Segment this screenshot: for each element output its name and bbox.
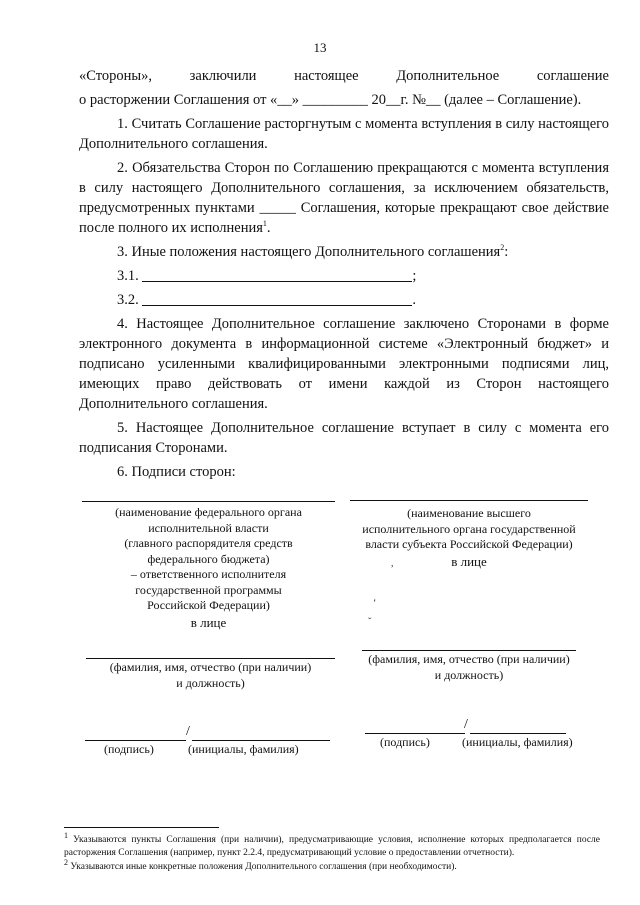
intro-line-1: «Стороны», заключили настоящее Дополнительное соглашение — [79, 68, 609, 84]
footnote-1-text: Указываются пункты Соглашения (при наличии), предусматривающие условия, исполнение которых предполагается после расторжения Соглашения (например, пункт 2.2.4, предусматривающий условие о предоставлении отчетности). — [64, 835, 601, 858]
left-party-caption: (наименование федерального органа исполнительной власти (главного распорядителя средств федерального бюджета) – ответственного исполнителя государственной программы Российской Федерации) — [115, 505, 302, 612]
paragraph-5: 5. Настоящее Дополнительное соглашение вступает в силу с момента его подписания Сторонами. — [79, 420, 609, 456]
left-fio-line — [86, 658, 335, 659]
right-initials-line — [470, 733, 566, 734]
paragraph-2-end: . — [266, 220, 271, 236]
item-3-1 — [79, 266, 609, 286]
paragraph-2 — [79, 158, 609, 238]
footnote-ref-2: 2 — [500, 243, 505, 253]
footnote-2-mark: 2 — [64, 857, 68, 867]
stray-mark: ʻ — [373, 598, 377, 609]
right-slash: / — [464, 717, 468, 732]
item-3-2-end: . — [412, 292, 416, 308]
paragraph-3 — [79, 242, 609, 262]
left-slash: / — [186, 724, 190, 739]
paragraph-2-text: 2. Обязательства Сторон по Соглашению прекращаются с момента вступления в силу настоящего Дополнительного соглашения, за исключением обязательств, предусмотренных пунктами _____ Соглашения, которые прекращают свое действие после полного их исполнения — [79, 160, 609, 236]
left-party-in-person: в лице — [190, 614, 227, 630]
agreement-body — [79, 66, 609, 486]
footnote-ref-1: 1 — [262, 219, 267, 229]
right-fio-caption: (фамилия, имя, отчество (при наличии) и должность) — [368, 652, 570, 682]
right-initials-caption: (инициалы, фамилия) — [462, 735, 573, 749]
item-3-2 — [79, 290, 609, 310]
footnotes — [64, 830, 601, 876]
paragraph-1: 1. Считать Соглашение расторгнутым с момента вступления в силу настоящего Дополнительного соглашения. — [79, 116, 609, 152]
page-number: 13 — [313, 40, 327, 55]
footnote-2 — [64, 857, 600, 874]
item-3-1-blank — [142, 267, 412, 282]
footnote-separator — [64, 827, 219, 828]
left-signature-caption: (подпись) — [104, 742, 154, 756]
stray-mark: , — [391, 558, 394, 569]
footnote-1-mark: 1 — [64, 830, 68, 840]
item-3-2-label: 3.2. — [117, 292, 139, 308]
item-3-2-blank — [142, 291, 412, 306]
right-signature-line — [365, 733, 465, 734]
paragraph-6: 6. Подписи сторон: — [117, 464, 236, 480]
item-3-1-end: ; — [412, 268, 417, 284]
footnote-2-text: Указываются иные конкретные положения Дополнительного соглашения (при необходимости). — [70, 862, 457, 872]
right-party-caption: (наименование высшего исполнительного органа государственной власти субъекта Российской Федерации) — [362, 506, 576, 551]
left-initials-caption: (инициалы, фамилия) — [188, 742, 299, 756]
right-party-block — [350, 500, 588, 569]
stray-mark: ˇ — [368, 617, 372, 628]
right-fio-line — [362, 650, 576, 651]
paragraph-3-end: : — [504, 244, 509, 260]
left-initials-line — [192, 740, 330, 741]
footnote-1 — [64, 830, 601, 859]
intro-line-2: о расторжении Соглашения от «__» _________ 20__г. №__ (далее – Соглашение). — [79, 92, 582, 108]
paragraph-4: 4. Настоящее Дополнительное соглашение заключено Сторонами в форме электронного документа в информационной системе «Электронный бюджет» и подписано усиленными квалифицированными электронными подписями лиц, имеющих право действовать от имени каждой из Сторон настоящего Дополнительного соглашения. — [79, 316, 609, 412]
paragraph-3-text: 3. Иные положения настоящего Дополнительного соглашения — [117, 244, 501, 260]
right-signature-caption: (подпись) — [380, 735, 430, 749]
right-party-in-person: в лице — [451, 553, 487, 569]
left-party-block — [82, 501, 335, 630]
item-3-1-label: 3.1. — [117, 268, 139, 284]
left-fio-caption: (фамилия, имя, отчество (при наличии) и должность) — [109, 660, 312, 690]
left-signature-line — [85, 740, 186, 741]
